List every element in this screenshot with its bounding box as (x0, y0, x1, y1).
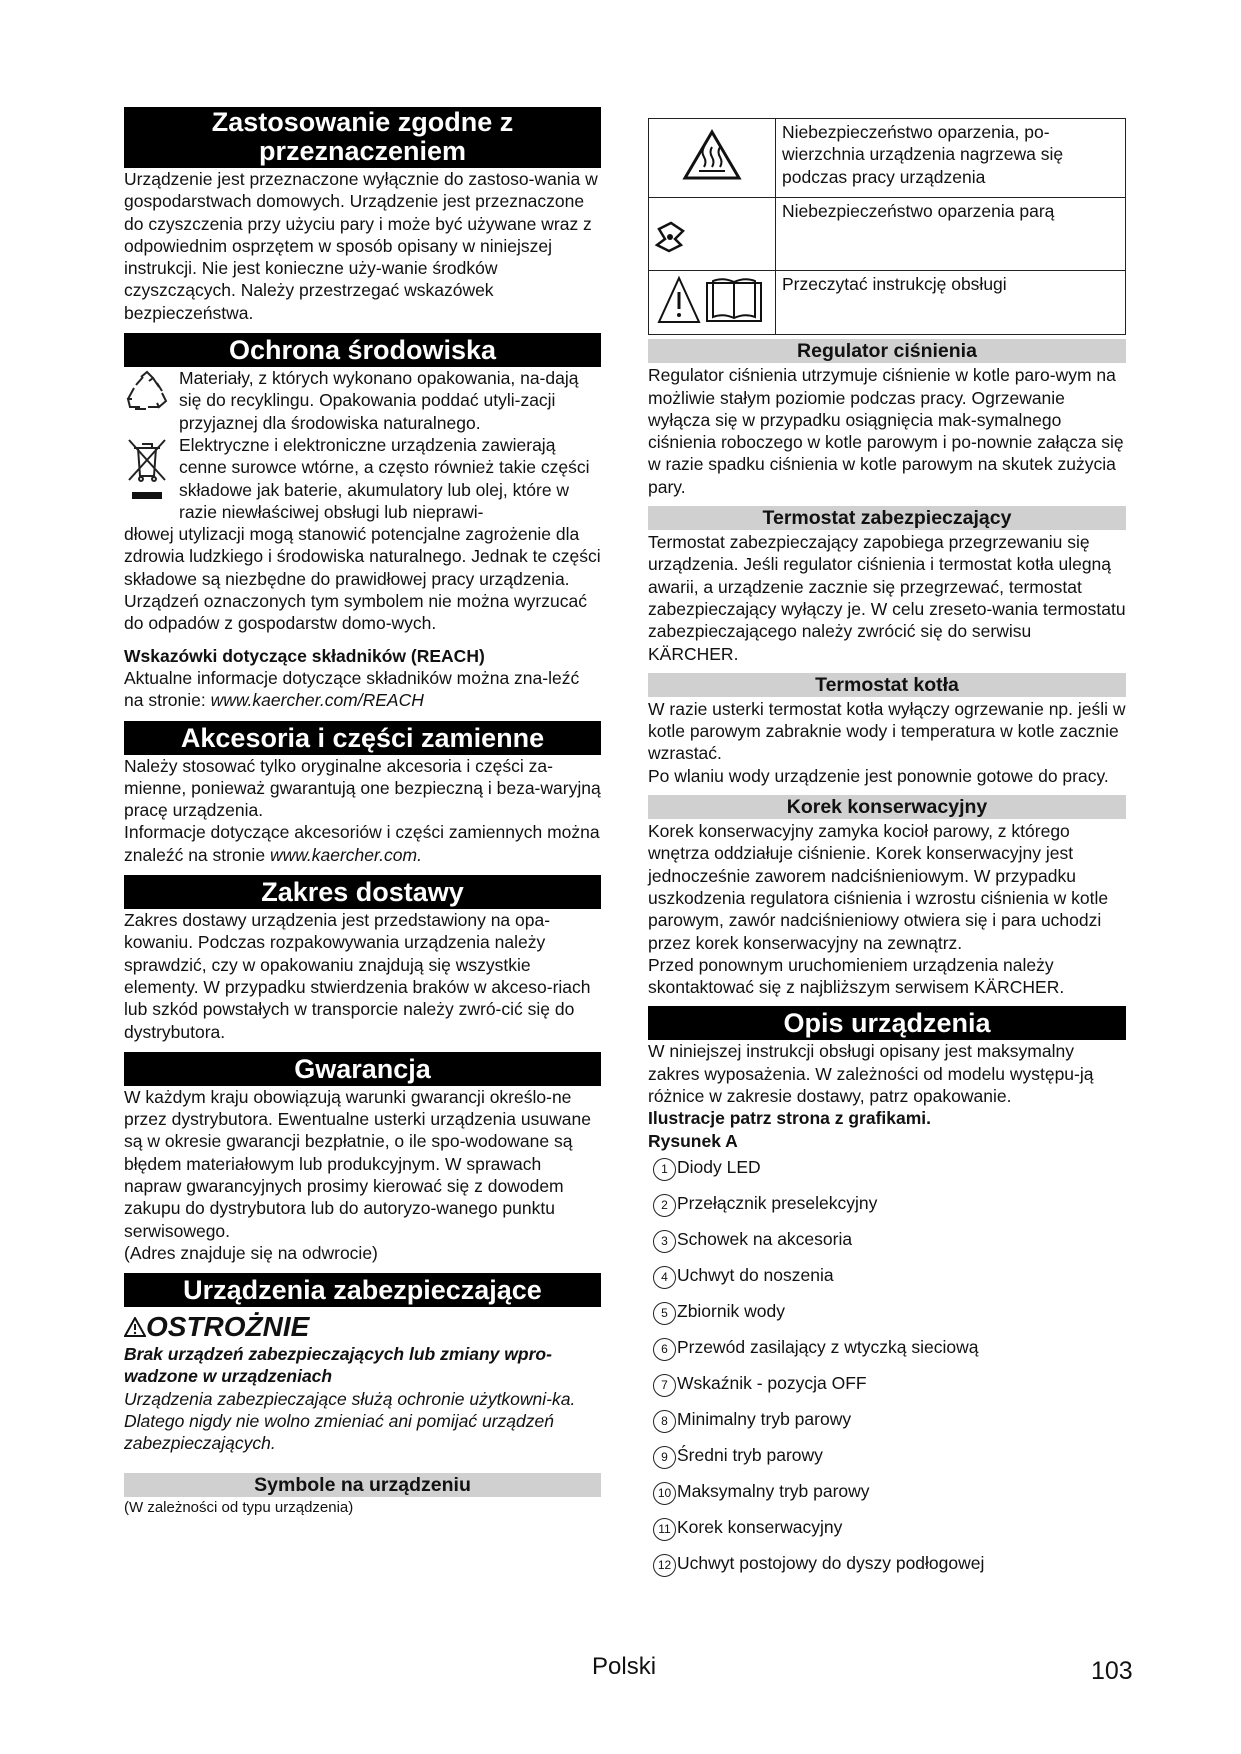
recycling-note (124, 367, 601, 434)
weee-text-b: dłowej utylizacji mogą stanowić potencjalne zagrożenie dla zdrowia ludzkiego i środowiska naturalnego. Jednak te części składowe są niezbędne do prawidłowej pracy urządzenia. Urządzeń oznaczonych tym symbolem nie można wyrzucać do odpadów z gospodarstw domo-wych. (124, 524, 601, 634)
read-manual-icon (657, 275, 767, 325)
list-item (648, 1336, 1126, 1372)
device-symbols-note: (W zależności od typu urządzenia) (124, 1498, 354, 1516)
heading-environment: Ochrona środowiska (124, 333, 601, 367)
symbol-cell (649, 271, 776, 335)
symbol-row-manual (649, 271, 1126, 335)
list-item (648, 1228, 1126, 1264)
item-number-badge: 11 (653, 1518, 676, 1541)
symbol-row-hot-surface (649, 119, 1126, 198)
intended-use-text: Urządzenie jest przeznaczone wyłącznie do zastoso-wania w gospodarstwach domowych. Urządzenie jest przeznaczone do czyszczenia przy użyciu pary i może być używane wraz z odpowiednim osprzętem w sposób opisany w niniejszej instrukcji. Nie jest konieczne uży-wanie środków czyszczących. Należy przestrzegać wskazówek bezpieczeństwa. (124, 169, 598, 323)
item-number-badge: 1 (653, 1158, 676, 1181)
right-column (648, 118, 1126, 1588)
symbol-text-hot-surface: Niebezpieczeństwo oparzenia, po-wierzchnia urządzenia nagrzewa się podczas pracy urządzenia (776, 119, 1126, 198)
symbol-cell (649, 198, 776, 271)
item-number-badge: 10 (653, 1482, 676, 1505)
heading-device-description: Opis urządzenia (648, 1006, 1126, 1040)
item-label: Uchwyt do noszenia (677, 1264, 834, 1285)
maintenance-cap-text-1: Korek konserwacyjny zamyka kocioł parowy, z którego wnętrza oddziałuje ciśnienie. Korek konserwacyjny jest jednocześnie zaworem nadciśnieniowym. W przypadku uszkodzenia regulatora ciśnienia i wzrostu ciśnienia w kotle parowym, zawór nadciśnieniowy otwiera się i para uchodzi przez korek konserwacyjny na zewnątrz. (648, 821, 1109, 953)
item-label: Wskaźnik - pozycja OFF (677, 1372, 867, 1393)
warranty-text: W każdym kraju obowiązują warunki gwarancji określo-ne przez dystrybutora. Ewentualne usterki urządzenia usuwane są w okresie gwarancji bezpłatnie, o ile spo-wodowane są błędem materiałowym lub produkcyjnym. W sprawach napraw gwarancyjnych prosimy kierować się z dowodem zakupu do dystrybutora lub do autoryzo-wanego punktu serwisowego. (124, 1086, 591, 1241)
accessories-link[interactable]: www.kaercher.com. (269, 844, 422, 865)
delivery-text: Zakres dostawy urządzenia jest przedstawiony na opa-kowaniu. Podczas rozpakowywania urządzenia należy sprawdzić, czy w opakowaniu znajdują się wszystkie elementy. W przypadku stwierdzenia braków w akceso-riach lub szkód powstałych w transporcie należy zwró-cić się do dystrybutora. (124, 910, 591, 1042)
symbol-row-steam (649, 198, 1126, 271)
heading-device-symbols: Symbole na urządzeniu (124, 1473, 601, 1497)
hot-surface-icon (682, 129, 742, 181)
reach-paragraph (124, 667, 601, 712)
item-label: Maksymalny tryb parowy (677, 1480, 870, 1501)
parts-list (648, 1156, 1126, 1588)
item-number-badge: 12 (653, 1554, 676, 1577)
boiler-thermostat-text-2: Po wlaniu wody urządzenie jest ponownie gotowe do pracy. (648, 765, 1109, 786)
list-item (648, 1372, 1126, 1408)
heading-boiler-thermostat: Termostat kotła (648, 673, 1126, 697)
item-number-badge: 4 (653, 1266, 676, 1289)
heading-pressure-regulator: Regulator ciśnienia (648, 339, 1126, 363)
item-number-badge: 9 (653, 1446, 676, 1469)
heading-intended-use: Zastosowanie zgodne z przeznaczeniem (124, 107, 601, 168)
item-number-badge: 2 (653, 1194, 676, 1217)
list-item (648, 1552, 1126, 1588)
accessories-paragraph-2 (124, 821, 601, 866)
item-label: Średni tryb parowy (677, 1444, 823, 1465)
reach-link[interactable]: www.kaercher.com/REACH (210, 690, 424, 711)
item-label: Zbiornik wody (677, 1300, 785, 1321)
item-label: Przewód zasilający z wtyczką sieciową (677, 1336, 979, 1357)
symbol-text-manual: Przeczytać instrukcję obsługi (776, 271, 1126, 335)
item-label: Korek konserwacyjny (677, 1516, 843, 1537)
item-label: Schowek na akcesoria (677, 1228, 853, 1249)
caution-text-1: Urządzenia zabezpieczające służą ochronie użytkowni-ka. (124, 1388, 576, 1409)
maintenance-cap-text-2: Przed ponownym uruchomieniem urządzenia należy skontaktować się z najbliższym serwisem KÄRCHER. (648, 954, 1065, 998)
list-item (648, 1480, 1126, 1516)
illustrations-note: Ilustracje patrz strona z grafikami. (648, 1108, 932, 1129)
heading-safety-thermostat: Termostat zabezpieczający (648, 506, 1126, 530)
reach-text: Aktualne informacje dotyczące składników można zna-leźć na stronie: (124, 667, 580, 711)
caution-text-2: Dlatego nigdy nie wolno zmieniać ani pomijać urządzeń zabezpieczających. (124, 1411, 554, 1454)
heading-accessories: Akcesoria i części zamienne (124, 721, 601, 755)
page-number: 103 (1091, 1657, 1133, 1685)
warranty-address: (Adres znajduje się na odwrocie) (124, 1242, 378, 1263)
warning-icon (124, 1317, 146, 1337)
accessories-text-1: Należy stosować tylko oryginalne akcesoria i części za-mienne, ponieważ gwarantują one bezpieczną i beza-waryjną pracę urządzenia. (124, 755, 601, 821)
item-number-badge: 3 (653, 1230, 676, 1253)
steam-burn-icon (653, 219, 687, 255)
symbols-table (648, 118, 1126, 335)
reach-title: Wskazówki dotyczące składników (REACH) (124, 645, 485, 666)
boiler-thermostat-text-1: W razie usterki termostat kotła wyłączy ogrzewanie np. jeśli w kotle parowym zabraknie wody i temperatura w kotle zacznie wzrastać. (648, 698, 1126, 764)
crossed-bin-icon (124, 436, 170, 502)
recycling-icon (124, 369, 170, 415)
symbol-text-steam: Niebezpieczeństwo oparzenia parą (776, 198, 1126, 271)
list-item (648, 1192, 1126, 1228)
recycling-text: Materiały, z których wykonano opakowania, na-dają się do recyklingu. Opakowania poddać utyli-zacji przyjaznej dla środowiska naturalnego. (179, 368, 579, 433)
accessories-text-2: Informacje dotyczące akcesoriów i części zamiennych można znaleźć na stronie (124, 822, 600, 865)
item-number-badge: 8 (653, 1410, 676, 1433)
item-number-badge: 6 (653, 1338, 676, 1361)
list-item (648, 1516, 1126, 1552)
item-label: Przełącznik preselekcyjny (677, 1192, 878, 1213)
weee-text-a: Elektryczne i elektroniczne urządzenia zawierają cenne surowce wtórne, a często również takie części składowe jak baterie, akumulatory lub olej, które w razie niewłaściwej obsługi lub nieprawi- (179, 434, 590, 522)
heading-delivery: Zakres dostawy (124, 875, 601, 909)
footer-language: Polski (592, 1653, 657, 1680)
list-item (648, 1156, 1126, 1192)
heading-safety-devices: Urządzenia zabezpieczające (124, 1273, 601, 1307)
caution-heading (124, 1311, 601, 1343)
item-number-badge: 7 (653, 1374, 676, 1397)
list-item (648, 1264, 1126, 1300)
list-item (648, 1300, 1126, 1336)
safety-thermostat-text: Termostat zabezpieczający zapobiega przegrzewaniu się urządzenia. Jeśli regulator ciśnienia i termostat kotła ulegną awarii, a urządzenie zacznie się przegrzewać, termostat zabezpieczający wyłączy je. W celu zreseto-wania termostatu zabezpieczającego należy zwrócić się do serwisu KÄRCHER. (648, 532, 1126, 664)
item-label: Minimalny tryb parowy (677, 1408, 852, 1429)
weee-note (124, 434, 601, 523)
figure-label: Rysunek A (648, 1130, 738, 1151)
symbol-cell (649, 119, 776, 198)
item-number-badge: 5 (653, 1302, 676, 1325)
pressure-regulator-text: Regulator ciśnienia utrzymuje ciśnienie w kotle paro-wym na możliwie stałym poziomie podczas pracy. Ogrzewanie wyłącza się w przypadku osiągnięcia mak-symalnego ciśnienia roboczego w kotle parowym i po-nownie załącza się w razie spadku ciśnienia w kotle parowym na skutek zużycia pary. (648, 365, 1124, 497)
caution-label: OSTROŻNIE (146, 1311, 310, 1343)
list-item (648, 1444, 1126, 1480)
item-label: Uchwyt postojowy do dyszy podłogowej (677, 1552, 985, 1573)
heading-warranty: Gwarancja (124, 1052, 601, 1086)
heading-maintenance-cap: Korek konserwacyjny (648, 795, 1126, 819)
item-label: Diody LED (677, 1156, 761, 1177)
list-item (648, 1408, 1126, 1444)
device-description-text: W niniejszej instrukcji obsługi opisany jest maksymalny zakres wyposażenia. W zależności od modelu występu-ją różnice w zakresie dostawy, patrz opakowanie. (648, 1041, 1094, 1107)
left-column (124, 107, 601, 1518)
caution-subtitle: Brak urządzeń zabezpieczających lub zmiany wpro-wadzone w urządzeniach (124, 1344, 552, 1387)
